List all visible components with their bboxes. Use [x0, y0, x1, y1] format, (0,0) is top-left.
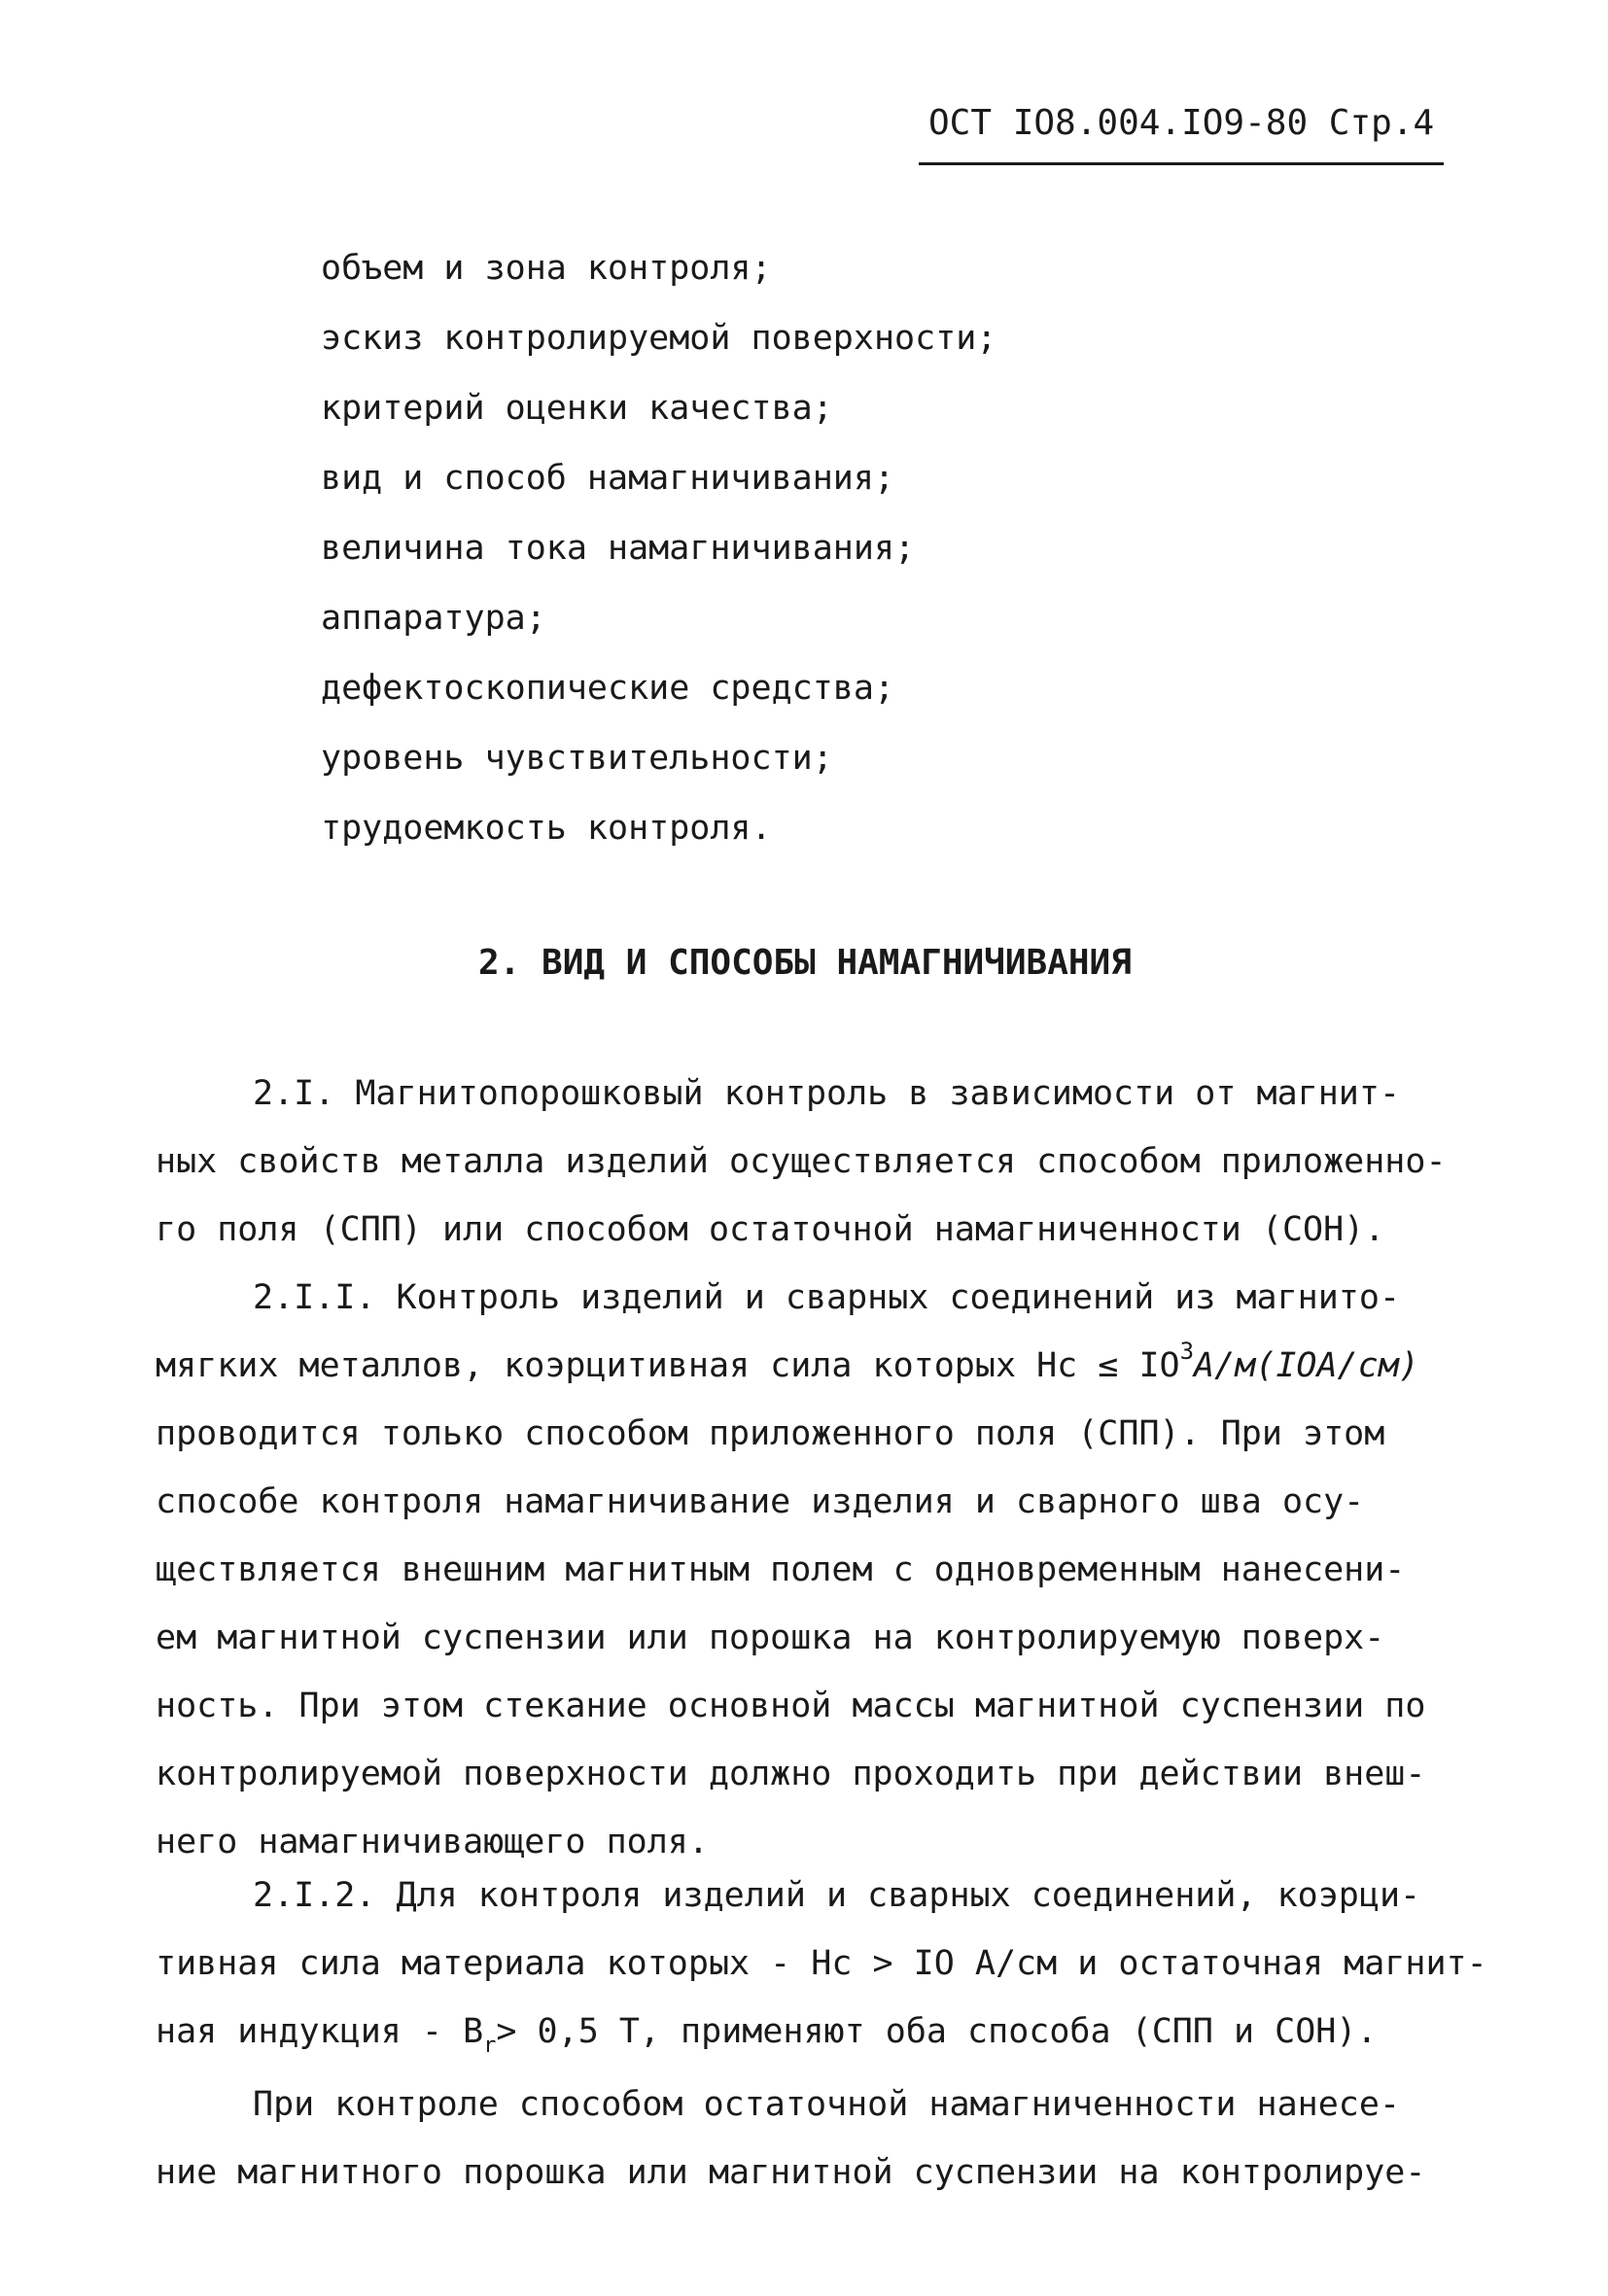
- formula-text: ная индукция - В: [156, 2012, 484, 2051]
- list-item: дефектоскопические средства;: [321, 669, 895, 708]
- paragraph-line-with-formula: [156, 1998, 1458, 2066]
- list-item: уровень чувствительности;: [321, 739, 833, 778]
- document-code-and-page: ОСТ IO8.004.IO9-80 Стр.4: [928, 103, 1435, 143]
- list-item: эскиз контролируемой поверхности;: [321, 319, 997, 358]
- paragraph-line: способе контроля намагничивание изделия и сварного шва осу-: [156, 1482, 1365, 1521]
- paragraph-line: контролируемой поверхности должно проходить при действии внеш-: [156, 1755, 1426, 1793]
- exponent: 3: [1179, 1338, 1195, 1365]
- paragraph-line: ность. При этом стекание основной массы магнитной суспензии по: [156, 1687, 1426, 1725]
- paragraph-line: ем магнитной суспензии или порошка на контролируемую поверх-: [156, 1618, 1385, 1657]
- control-parameters-list: [321, 233, 1390, 863]
- formula-text: > 0,5 Т, применяют оба способа (СПП и СОН).: [496, 2012, 1378, 2051]
- section-heading: 2. ВИД И СПОСОБЫ НАМАГНИЧИВАНИЯ: [478, 943, 1132, 983]
- list-item: аппаратура;: [321, 599, 546, 638]
- header-underline: [919, 162, 1444, 165]
- page-header: [919, 97, 1444, 165]
- list-item: величина тока намагничивания;: [321, 529, 916, 568]
- paragraph-line: ных свойств металла изделий осуществляется способом приложенно-: [156, 1142, 1447, 1181]
- formula-units: А/м(IOА/см): [1194, 1346, 1419, 1385]
- paragraph-line: го поля (СПП) или способом остаточной намагниченности (СОН).: [156, 1210, 1385, 1249]
- list-item: трудоемкость контроля.: [321, 809, 772, 848]
- list-item: критерий оценки качества;: [321, 389, 833, 428]
- paragraph-line: 2.I.2. Для контроля изделий и сварных соединений, коэрци-: [253, 1876, 1421, 1915]
- paragraph-remanence: [156, 2070, 1458, 2207]
- paragraph-line: 2.I.I. Контроль изделий и сварных соединений из магнито-: [253, 1278, 1401, 1317]
- paragraph-line: При контроле способом остаточной намагниченности нанесе-: [253, 2085, 1401, 2124]
- subscript: r: [483, 2034, 497, 2058]
- paragraph-2-1-2: [156, 1861, 1487, 2066]
- paragraph-line-with-formula: [156, 1332, 1458, 1400]
- paragraph-2-1-1: [156, 1264, 1458, 1876]
- paragraph-line: проводится только способом приложенного поля (СПП). При этом: [156, 1414, 1385, 1453]
- paragraph-line: ние магнитного порошка или магнитной суспензии на контролируе-: [156, 2153, 1426, 2192]
- paragraph-line: тивная сила материала которых - Нс > IO А/см и остаточная магнит-: [156, 1944, 1487, 1983]
- paragraph-line: него намагничивающего поля.: [156, 1823, 709, 1861]
- paragraph-line: 2.I. Магнитопорошковый контроль в зависимости от магнит-: [253, 1074, 1401, 1113]
- paragraph-line: ществляется внешним магнитным полем с одновременным нанесени-: [156, 1550, 1406, 1589]
- list-item: вид и способ намагничивания;: [321, 459, 895, 498]
- formula-text: мягких металлов, коэрцитивная сила которых Нс ≤ IO: [156, 1346, 1180, 1385]
- list-item: объем и зона контроля;: [321, 249, 772, 288]
- paragraph-2-1: [156, 1060, 1458, 1264]
